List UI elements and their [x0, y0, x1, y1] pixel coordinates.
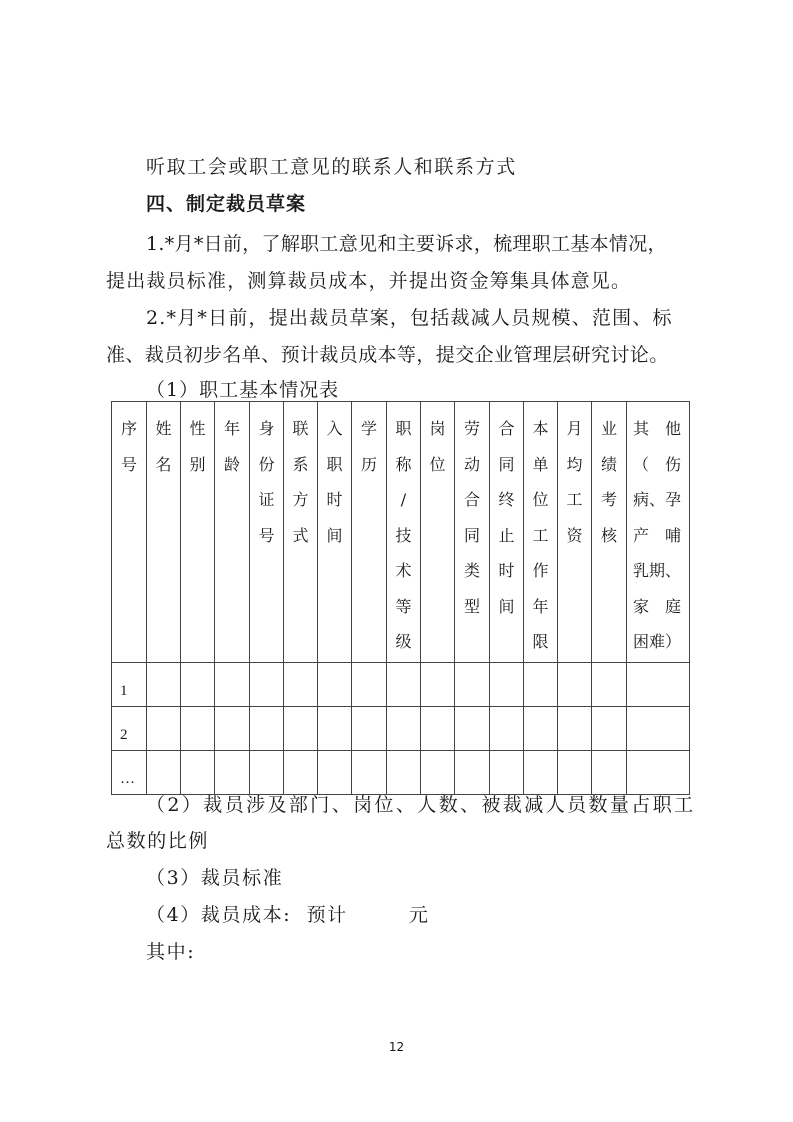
header-char: 年	[532, 596, 549, 616]
table-row	[112, 663, 690, 707]
header-char: 学	[360, 419, 377, 438]
item-3: （3）裁员标准	[146, 867, 284, 889]
header-char: 产 哺	[633, 525, 682, 545]
header-char: /	[400, 490, 407, 509]
header-char: 合	[498, 419, 515, 438]
header-char: 核	[600, 525, 617, 545]
table-cell	[490, 707, 524, 751]
table-header-cell	[318, 402, 352, 663]
table-cell	[215, 707, 250, 751]
table-cell	[592, 751, 627, 795]
table-row	[112, 751, 690, 795]
header-char: 间	[498, 596, 515, 616]
table-header-cell	[627, 402, 690, 663]
header-char: 作	[532, 561, 549, 580]
header-char: 系	[292, 454, 309, 474]
header-char: 职	[395, 419, 412, 438]
staff-info-table	[111, 401, 690, 795]
table-cell	[558, 707, 592, 751]
section-heading: 四、制定裁员草案	[146, 193, 307, 215]
header-char: 别	[189, 454, 206, 474]
table-header-cell	[558, 402, 592, 663]
header-char: 间	[326, 525, 343, 545]
header-char: 序	[120, 419, 137, 438]
table-cell	[524, 663, 558, 707]
row-number: 1	[112, 663, 147, 707]
table-cell	[421, 751, 455, 795]
paragraph-contact: 听取工会或职工意见的联系人和联系方式	[146, 156, 517, 178]
header-char: 合	[463, 490, 480, 509]
table-header-cell	[387, 402, 421, 663]
table-cell	[352, 751, 387, 795]
header-char: 称	[395, 454, 412, 474]
header-char: 工	[566, 490, 583, 509]
header-char: 时	[326, 490, 343, 509]
header-char: 同	[463, 525, 480, 545]
paragraph-2-line-1: 2.*月*日前，提出裁员草案，包括裁减人员规模、范围、标	[146, 307, 673, 329]
table-cell	[318, 663, 352, 707]
table-cell	[284, 707, 318, 751]
item-2-line-2: 总数的比例	[106, 830, 210, 852]
table-header-cell	[524, 402, 558, 663]
table-header-cell	[284, 402, 318, 663]
table-cell	[558, 663, 592, 707]
table-cell	[592, 663, 627, 707]
header-char: 位	[532, 490, 549, 509]
header-char: 资	[566, 525, 583, 545]
header-char: 方	[292, 490, 309, 509]
table-caption: （1）职工基本情况表	[146, 379, 340, 401]
header-char: 历	[360, 454, 377, 474]
header-char: 月	[566, 419, 583, 438]
table-row	[112, 707, 690, 751]
table-header-cell	[250, 402, 284, 663]
header-char: 份	[258, 454, 275, 474]
item-5: 其中:	[146, 941, 196, 963]
header-char: 性	[189, 419, 206, 438]
header-char: 龄	[223, 454, 240, 474]
table-cell	[524, 707, 558, 751]
row-number: …	[112, 751, 147, 795]
header-char: 岗	[429, 419, 446, 438]
header-char: 术	[395, 561, 412, 580]
item-4: （4）裁员成本: 预计 元	[146, 904, 430, 926]
table-cell	[387, 707, 421, 751]
header-char: 身	[258, 419, 275, 438]
header-char: 其 他	[633, 419, 682, 438]
header-char: 入	[326, 419, 343, 438]
header-char: 同	[498, 454, 515, 474]
table-cell	[181, 707, 215, 751]
header-char: 等	[395, 596, 412, 616]
table-cell	[592, 707, 627, 751]
page-number: 12	[388, 1040, 405, 1054]
table-header-row	[112, 402, 690, 663]
header-char: 单	[532, 454, 549, 474]
item-2-line-1: （2）裁员涉及部门、岗位、人数、被裁减人员数量占职工	[146, 794, 696, 816]
header-char: 技	[395, 525, 412, 545]
table-cell	[387, 663, 421, 707]
table-cell	[490, 751, 524, 795]
table-cell	[215, 663, 250, 707]
table-cell	[250, 751, 284, 795]
table-cell	[524, 751, 558, 795]
table-cell	[147, 751, 181, 795]
header-char: 限	[532, 632, 549, 651]
paragraph-1-line-2: 提出裁员标准，测算裁员成本，并提出资金筹集具体意见。	[106, 270, 632, 292]
table-header-cell	[455, 402, 490, 663]
header-char: 业	[600, 419, 617, 438]
header-char: 级	[395, 632, 412, 651]
header-char: 工	[532, 525, 549, 545]
header-char: 考	[600, 490, 617, 509]
table-cell	[421, 663, 455, 707]
header-char: 终	[498, 490, 515, 509]
table-cell	[558, 751, 592, 795]
table-cell	[352, 707, 387, 751]
table-header-cell	[352, 402, 387, 663]
table-cell	[387, 751, 421, 795]
table-cell	[250, 707, 284, 751]
table-cell	[421, 707, 455, 751]
table-cell	[490, 663, 524, 707]
table-cell	[147, 663, 181, 707]
table-header-cell	[147, 402, 181, 663]
header-char: 号	[258, 525, 275, 545]
table-cell	[284, 663, 318, 707]
header-char: 劳	[463, 419, 480, 438]
paragraph-1-line-1: 1.*月*日前，了解职工意见和主要诉求，梳理职工基本情况，	[146, 233, 667, 255]
table-cell	[352, 663, 387, 707]
header-char: 动	[463, 454, 480, 474]
table-header-cell	[490, 402, 524, 663]
header-char: 位	[429, 454, 446, 474]
table-header-cell	[592, 402, 627, 663]
table-header-cell	[112, 402, 147, 663]
header-char: 姓	[155, 419, 172, 438]
table-header-cell	[215, 402, 250, 663]
table-cell	[318, 707, 352, 751]
header-char: 职	[326, 454, 343, 474]
header-char: 乳期、	[633, 561, 682, 580]
header-char: 本	[532, 419, 549, 438]
header-char: 类	[463, 561, 480, 580]
table-cell	[455, 751, 490, 795]
table-cell	[455, 707, 490, 751]
header-char: 式	[292, 525, 309, 545]
table-cell	[181, 663, 215, 707]
table-cell	[627, 663, 690, 707]
table-cell	[147, 707, 181, 751]
header-char: 止	[498, 525, 515, 545]
row-number: 2	[112, 707, 147, 751]
table-cell	[627, 751, 690, 795]
table-cell	[250, 663, 284, 707]
header-char: 绩	[600, 454, 617, 474]
header-char: 时	[498, 561, 515, 580]
header-char: 型	[463, 596, 480, 616]
table-cell	[215, 751, 250, 795]
header-char: 困难）	[633, 632, 682, 651]
header-char: 名	[155, 454, 172, 474]
table-cell	[627, 707, 690, 751]
table-cell	[455, 663, 490, 707]
table-cell	[181, 751, 215, 795]
header-char: 年	[223, 419, 240, 438]
header-char: 家 庭	[633, 596, 682, 616]
paragraph-2-line-2: 准、裁员初步名单、预计裁员成本等，提交企业管理层研究讨论。	[106, 344, 669, 366]
table-header-cell	[181, 402, 215, 663]
table-cell	[284, 751, 318, 795]
header-char: 均	[566, 454, 583, 474]
header-char: 病、孕	[633, 490, 682, 509]
header-char: 号	[120, 454, 137, 474]
table-header-cell	[421, 402, 455, 663]
header-char: （ 伤	[633, 454, 682, 474]
header-char: 证	[258, 490, 275, 509]
header-char: 联	[292, 419, 309, 438]
table-cell	[318, 751, 352, 795]
